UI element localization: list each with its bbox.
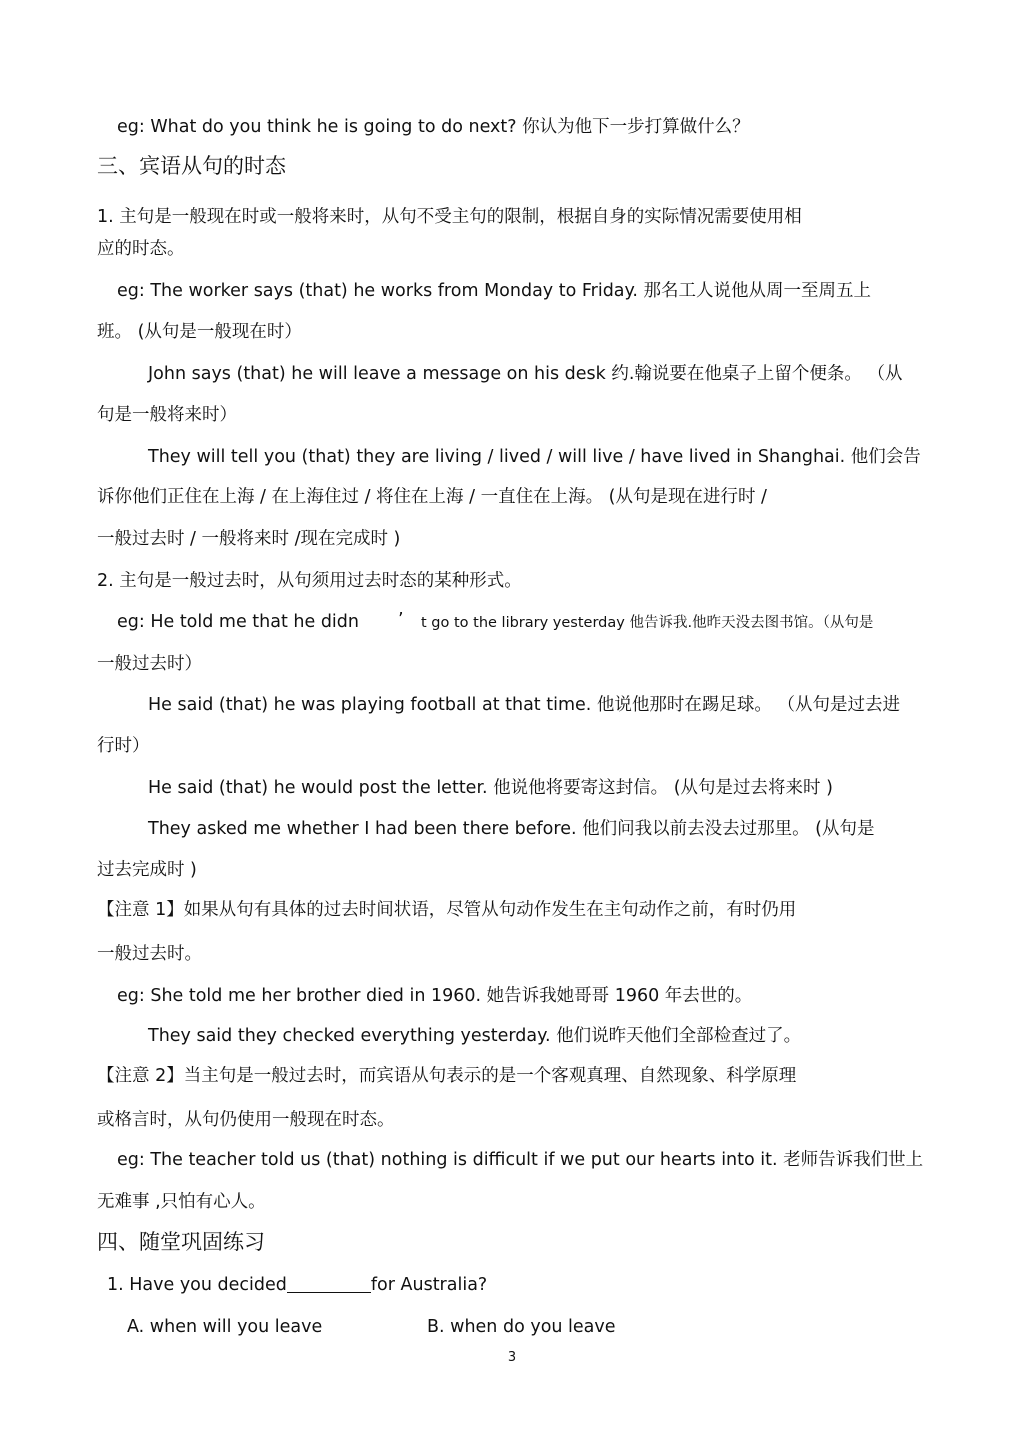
page-number: 3 xyxy=(507,1350,517,1365)
question-text: for Australia? xyxy=(370,1275,488,1295)
text-line: They said they checked everything yesterday. 他们说昨天他们全部检查过了。 xyxy=(148,1026,802,1046)
text-line: 一般过去时 / 一般将来时 /现在完成时 ) xyxy=(97,529,401,549)
text-line: 无难事 ,只怕有心人。 xyxy=(97,1192,266,1212)
question-text: 1. Have you decided xyxy=(107,1275,287,1295)
text-line: John says (that) he will leave a message on his desk 约.翰说要在他桌子上留个便条。 （从 xyxy=(148,364,903,384)
text-line: They will tell you (that) they are living / lived / will live / have lived in Shanghai. 他们会告 xyxy=(148,447,921,467)
text-line: He said (that) he was playing football at that time. 他说他那时在踢足球。 （从句是过去进 xyxy=(148,695,900,715)
text-line: eg: What do you think he is going to do next? 你认为他下一步打算做什么？ xyxy=(117,117,750,137)
text-line: They asked me whether I had been there before. 他们问我以前去没去过那里。 (从句是 xyxy=(148,819,875,839)
apostrophe: ’ xyxy=(398,610,404,630)
text-line: 应的时态。 xyxy=(97,239,185,259)
section-heading-3: 三、宾语从句的时态 xyxy=(97,154,286,178)
text-line: 班。 (从句是一般现在时） xyxy=(97,322,302,342)
text-line: 2. 主句是一般过去时，从句须用过去时态的某种形式。 xyxy=(97,571,522,591)
text-line: 1. 主句是一般现在时或一般将来时，从句不受主句的限制，根据自身的实际情况需要使用相 xyxy=(97,207,802,227)
text-line: t go to the library yesterday 他告诉我.他昨天没去图书馆。（从句是 xyxy=(421,615,874,631)
option-a: A. when will you leave xyxy=(127,1317,323,1337)
text-line: eg: The worker says (that) he works from Monday to Friday. 那名工人说他从周一至周五上 xyxy=(117,281,872,301)
exercise-question-1 xyxy=(107,1273,487,1297)
option-b: B. when do you leave xyxy=(427,1317,616,1337)
text-line: He said (that) he would post the letter. 他说他将要寄这封信。 (从句是过去将来时 ) xyxy=(148,778,833,798)
note-2: 【注意 2】当主句是一般过去时，而宾语从句表示的是一个客观真理、自然现象、科学原理 xyxy=(97,1066,797,1086)
text-line: eg: She told me her brother died in 1960. 她告诉我她哥哥 1960 年去世的。 xyxy=(117,986,753,1006)
text-line: 诉你他们正住在上海 / 在上海住过 / 将住在上海 / 一直住在上海。 (从句是现在进行时 / xyxy=(97,487,767,507)
text-line: 过去完成时 ) xyxy=(97,860,197,880)
text-line: eg: The teacher told us (that) nothing is difficult if we put our hearts into it. 老师告诉我们世上 xyxy=(117,1150,924,1170)
note-1: 【注意 1】如果从句有具体的过去时间状语，尽管从句动作发生在主句动作之前，有时仍用 xyxy=(97,900,797,920)
section-heading-4: 四、随堂巩固练习 xyxy=(97,1230,265,1254)
text-line: 行时） xyxy=(97,736,150,756)
text-line: 一般过去时。 xyxy=(97,944,202,964)
text-line: eg: He told me that he didn xyxy=(117,612,359,632)
text-line: 或格言时，从句仍使用一般现在时态。 xyxy=(97,1110,395,1130)
text-line: 句是一般将来时） xyxy=(97,405,237,425)
text-line: 一般过去时） xyxy=(97,654,202,674)
answer-blank xyxy=(287,1274,371,1293)
